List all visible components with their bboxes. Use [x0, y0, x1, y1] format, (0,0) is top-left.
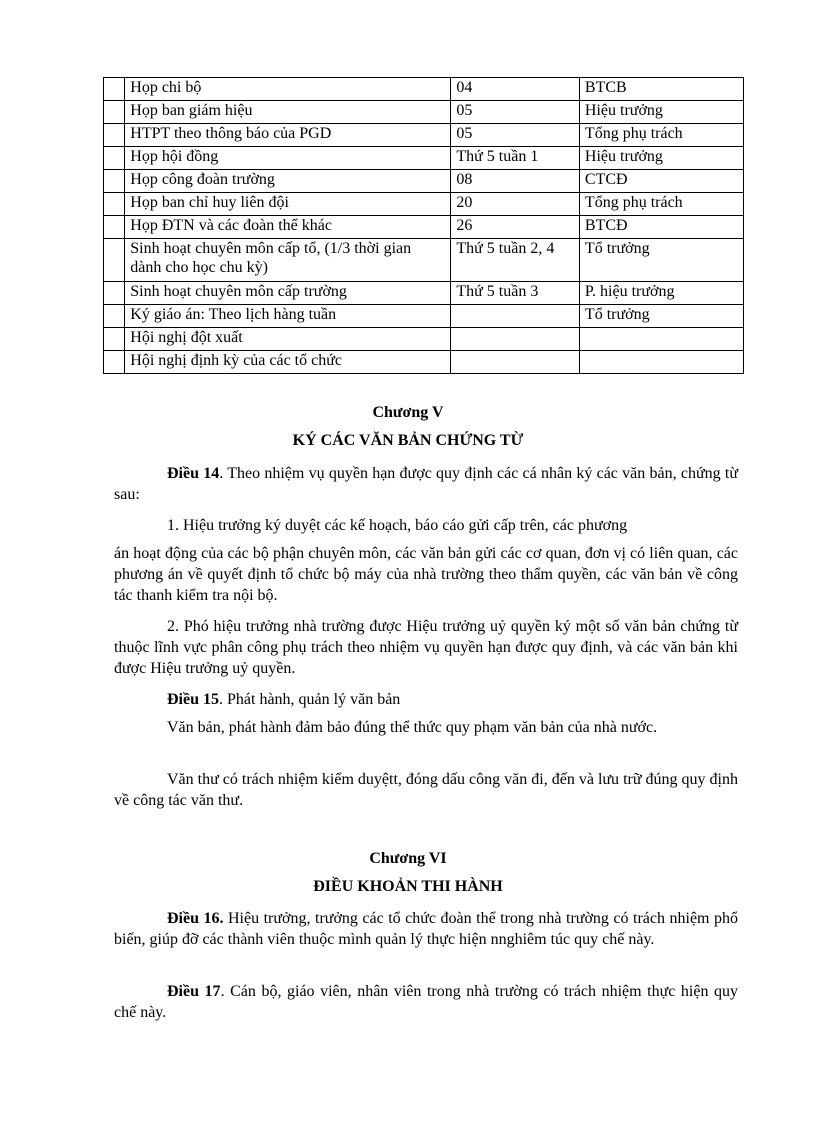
table-row	[104, 328, 744, 351]
cell-activity: HTPT theo thông báo của PGD	[125, 124, 451, 147]
chapter-6-title: ĐIỀU KHOẢN THI HÀNH	[313, 878, 503, 895]
table-row	[104, 239, 744, 282]
article-15-text: . Phát hành, quản lý văn bản	[219, 691, 401, 708]
article-14-label: Điều 14	[167, 465, 220, 482]
table-row	[104, 305, 744, 328]
article-15-paragraph-1: Văn bản, phát hành đảm bảo đúng thể thức quy phạm văn bản của nhà nước.	[167, 719, 658, 736]
article-17	[114, 981, 738, 1023]
article-14-item-2: 2. Phó hiệu trưởng nhà trường được Hiệu trưởng uỷ quyền ký một số văn bản chứng từ thuộc lĩnh vực phân công phụ trách theo nhiệm vụ quyền hạn được quy định, và các văn bản khi được Hiệu trưởng uỷ quyền.	[114, 618, 738, 677]
table-row	[104, 282, 744, 305]
cell-activity: Họp hội đồng	[125, 147, 451, 170]
table-row	[104, 78, 744, 101]
cell-responsible	[579, 328, 743, 351]
table-row	[104, 147, 744, 170]
table-row	[104, 351, 744, 374]
chapter-5-title: KÝ CÁC VĂN BẢN CHỨNG TỪ	[292, 432, 524, 449]
cell-activity: Họp ĐTN và các đoàn thể khác	[125, 216, 451, 239]
cell-date: 26	[451, 216, 580, 239]
cell-date	[451, 351, 580, 374]
article-15	[114, 689, 738, 710]
cell-date: 08	[451, 170, 580, 193]
table-row	[104, 216, 744, 239]
article-14-item-1: 1. Hiệu trưởng ký duyệt các kế hoạch, báo cáo gửi cấp trên, các phương	[167, 517, 628, 534]
chapter-6-label: Chương VI	[369, 850, 447, 867]
chapter-5-label: Chương V	[372, 404, 444, 421]
cell-responsible	[579, 351, 743, 374]
table-row	[104, 101, 744, 124]
cell-activity: Hội nghị đột xuất	[125, 328, 451, 351]
article-16	[114, 908, 738, 950]
article-16-label: Điều 16.	[167, 910, 224, 927]
table-row	[104, 193, 744, 216]
article-14-text: . Theo nhiệm vụ quyền hạn được quy định các cá nhân ký các văn bản, chứng từ sau:	[114, 465, 739, 503]
article-15-paragraph-2: Văn thư có trách nhiệm kiểm duyệtt, đóng dấu công văn đi, đến và lưu trữ đúng quy định về công tác văn thư.	[114, 771, 738, 809]
cell-responsible: CTCĐ	[579, 170, 743, 193]
cell-date: Thứ 5 tuần 2, 4	[451, 239, 580, 282]
table-row	[104, 124, 744, 147]
cell-activity: Sinh hoạt chuyên môn cấp tổ, (1/3 thời gian dành cho học chu kỳ)	[125, 239, 451, 282]
cell-date: 05	[451, 101, 580, 124]
cell-responsible: Tổ trưởng	[579, 239, 743, 282]
cell-responsible: Tổ trưởng	[579, 305, 743, 328]
cell-date: 20	[451, 193, 580, 216]
cell-responsible: Tổng phụ trách	[579, 124, 743, 147]
cell-date	[451, 305, 580, 328]
meeting-schedule-table	[103, 77, 744, 374]
article-17-label: Điều 17	[167, 983, 221, 1000]
article-15-label: Điều 15	[167, 691, 219, 708]
cell-responsible: Hiệu trưởng	[579, 101, 743, 124]
cell-activity: Họp ban chỉ huy liên đội	[125, 193, 451, 216]
cell-activity: Ký giáo án: Theo lịch hàng tuần	[125, 305, 451, 328]
cell-activity: Họp công đoàn trường	[125, 170, 451, 193]
cell-activity: Hội nghị định kỳ của các tổ chức	[125, 351, 451, 374]
cell-responsible: P. hiệu trưởng	[579, 282, 743, 305]
cell-date: Thứ 5 tuần 1	[451, 147, 580, 170]
cell-responsible: Hiệu trưởng	[579, 147, 743, 170]
cell-date: 04	[451, 78, 580, 101]
cell-date	[451, 328, 580, 351]
cell-responsible: Tổng phụ trách	[579, 193, 743, 216]
article-17-text: . Cán bộ, giáo viên, nhân viên trong nhà trường có trách nhiệm thực hiện quy chế này.	[114, 983, 739, 1021]
article-14	[114, 463, 738, 505]
article-16-text: Hiệu trưởng, trưởng các tổ chức đoàn thể trong nhà trường có trách nhiệm phổ biến, giúp đỡ các thành viên thuộc mình quản lý thực hiện nnghiêm túc quy chế này.	[114, 910, 738, 948]
cell-activity: Họp ban giám hiệu	[125, 101, 451, 124]
cell-activity: Sinh hoạt chuyên môn cấp trường	[125, 282, 451, 305]
table-row	[104, 170, 744, 193]
article-14-item-1-continued: án hoạt động của các bộ phận chuyên môn, các văn bản gửi các cơ quan, đơn vị có liên quan, các phương án về quyết định tổ chức bộ máy của nhà trường theo thẩm quyền, các văn bản về công tác thanh kiểm tra nội bộ.	[114, 545, 738, 604]
cell-responsible: BTCĐ	[579, 216, 743, 239]
cell-responsible: BTCB	[579, 78, 743, 101]
table-body	[104, 78, 744, 374]
cell-date: Thứ 5 tuần 3	[451, 282, 580, 305]
cell-activity: Họp chi bộ	[125, 78, 451, 101]
cell-date: 05	[451, 124, 580, 147]
